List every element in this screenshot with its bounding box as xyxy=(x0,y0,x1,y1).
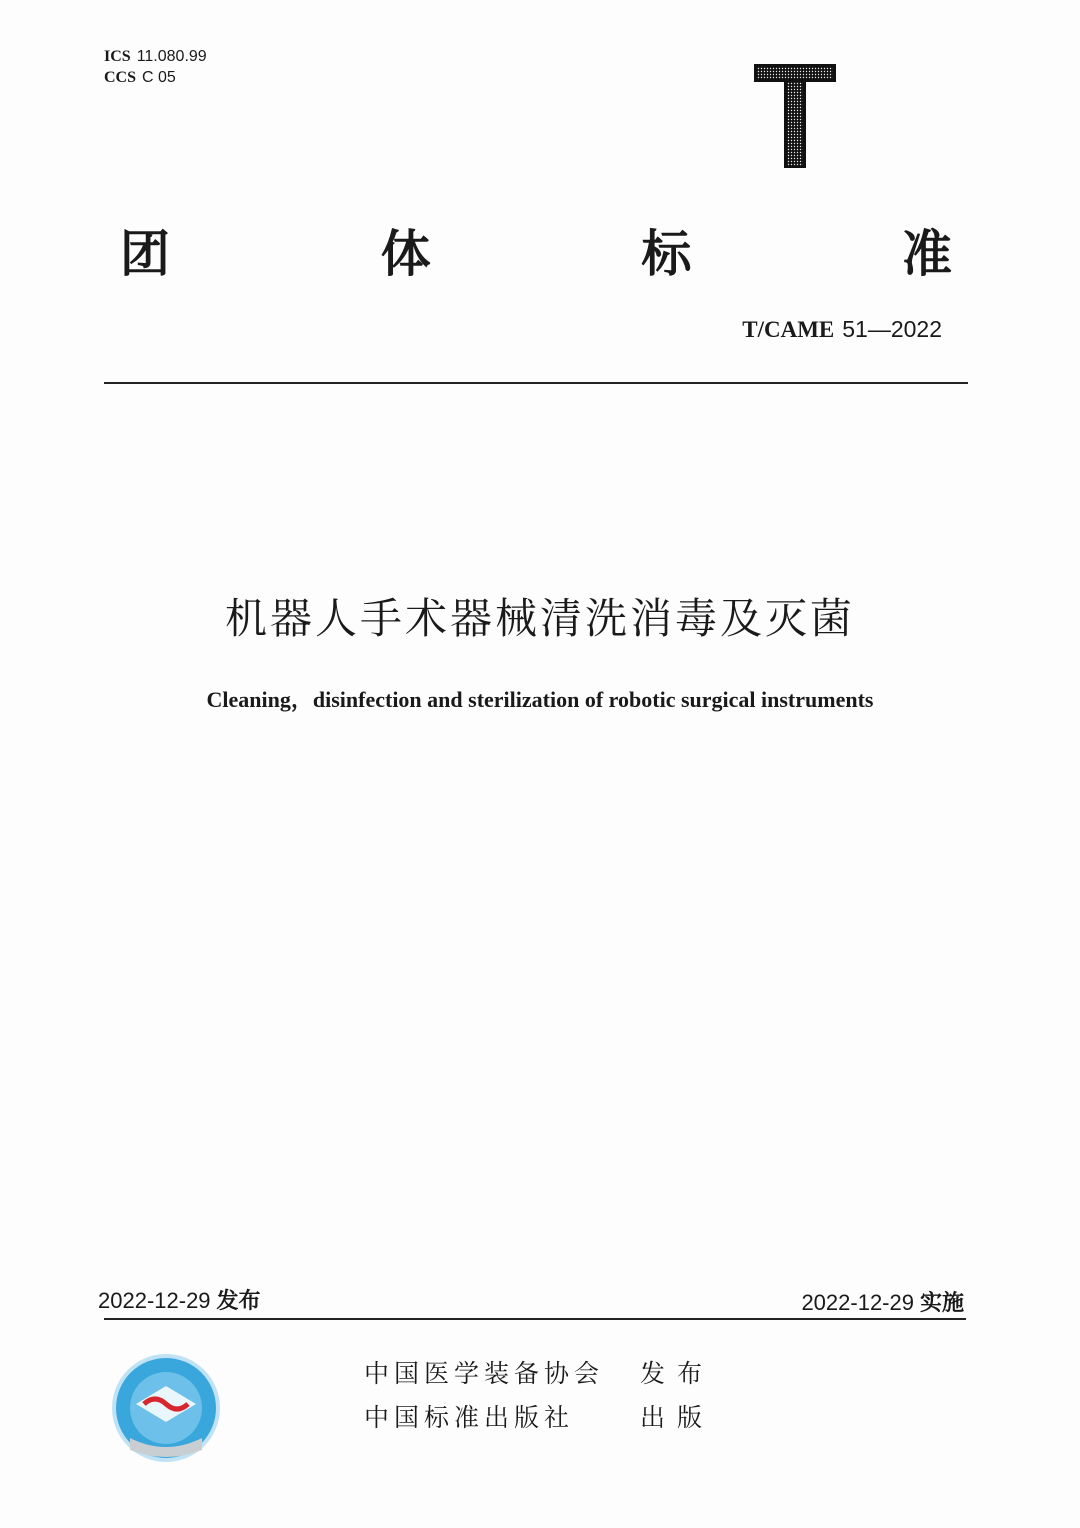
bottom-divider xyxy=(104,1318,966,1320)
group-standard-heading xyxy=(120,214,952,286)
heading-char-2: 体 xyxy=(380,225,431,283)
publisher-row xyxy=(364,1350,714,1394)
document-title-en: Cleaning，disinfection and sterilization of robotic surgical instruments xyxy=(206,687,874,712)
standard-number: T/CAME 51—2022 xyxy=(742,316,942,342)
publisher-org: 中国标准出版社 xyxy=(364,1403,575,1432)
publisher-role: 出版 xyxy=(640,1403,715,1432)
issue-date: 2022-12-29 发布 xyxy=(98,1288,261,1314)
document-title-zh: 机器人手术器械清洗消毒及灭菌 xyxy=(224,594,855,643)
ics-code: ICS 11.080.99 xyxy=(104,48,207,65)
anti-counterfeit-seal-icon xyxy=(110,1352,222,1464)
publisher-role: 发布 xyxy=(640,1359,715,1388)
heading-char-4: 准 xyxy=(901,225,952,283)
publisher-row xyxy=(364,1394,714,1438)
heading-char-3: 标 xyxy=(641,225,692,283)
top-divider xyxy=(104,382,968,384)
publisher-org: 中国医学装备协会 xyxy=(364,1359,605,1388)
heading-char-1: 团 xyxy=(120,225,170,283)
ccs-code: CCS C 05 xyxy=(104,69,176,86)
publisher-list xyxy=(364,1350,714,1438)
effective-date: 2022-12-29 实施 xyxy=(801,1290,964,1316)
t-logo-icon xyxy=(754,64,836,168)
classification-codes xyxy=(104,46,207,88)
